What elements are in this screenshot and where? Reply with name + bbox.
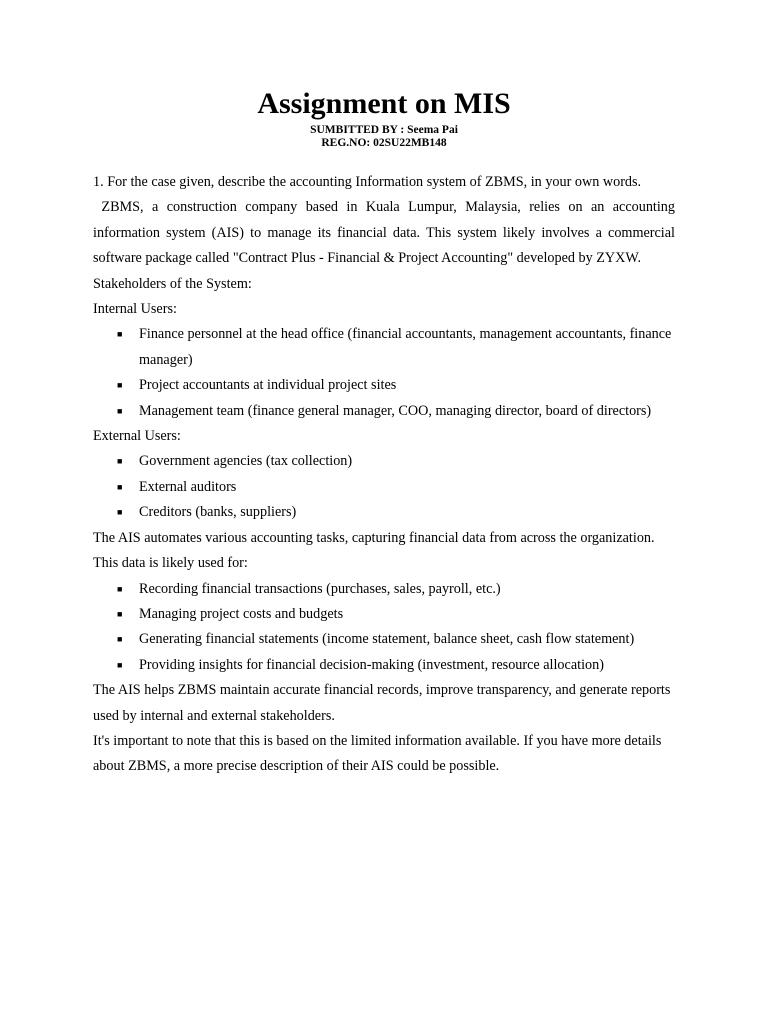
internal-users-heading: Internal Users: [93, 301, 177, 318]
bullet-icon: ■ [117, 659, 123, 670]
bullet-icon: ■ [117, 634, 123, 645]
bullet-icon: ■ [117, 329, 123, 340]
list-item: ■ Project accountants at individual project sites [93, 373, 675, 398]
bullet-icon: ■ [117, 481, 123, 492]
bullet-icon: ■ [117, 507, 123, 518]
question-paragraph: 1. For the case given, describe the accounting Information system of ZBMS, in your own words. [93, 174, 642, 190]
note-paragraph: It's important to note that this is based on the limited information available. If you have more details about ZBMS, a more precise description of their AIS could be possible. [93, 732, 662, 775]
list-item: ■ External auditors [93, 475, 675, 500]
document-header [0, 84, 768, 150]
bullet-icon: ■ [117, 456, 123, 467]
list-item: ■ Creditors (banks, suppliers) [93, 500, 675, 525]
list-item: ■ Providing insights for financial decision-making (investment, resource allocation) [93, 653, 675, 678]
external-users-list [93, 449, 675, 525]
list-item: ■ Finance personnel at the head office (financial accountants, management accountants, finance manager) [93, 322, 675, 373]
ais-intro-paragraph: The AIS automates various accounting tasks, capturing financial data from across the organization. This data is likely used for: [93, 529, 655, 572]
stakeholders-heading: Stakeholders of the System: [93, 275, 252, 292]
page-title: Assignment on MIS [257, 87, 511, 120]
intro-paragraph: ZBMS, a construction company based in Kuala Lumpur, Malaysia, relies on an accounting information system (AIS) to manage its financial data. This system likely involves a commercial software package called "Contract Plus - Financial & Project Accounting" developed by ZYXW. [93, 199, 679, 267]
list-item: ■ Management team (finance general manager, COO, managing director, board of directors) [93, 399, 675, 424]
list-item: ■ Managing project costs and budgets [93, 602, 675, 627]
registration-number: REG.NO: 02SU22MB148 [321, 137, 447, 149]
summary-paragraph: The AIS helps ZBMS maintain accurate financial records, improve transparency, and generate reports used by internal and external stakeholders. [93, 682, 671, 724]
ais-uses-list [93, 577, 675, 679]
bullet-icon: ■ [117, 380, 123, 391]
submitted-by: SUMBITTED BY : Seema Pai [310, 124, 458, 136]
bullet-icon: ■ [117, 405, 123, 416]
bullet-icon: ■ [117, 583, 123, 594]
bullet-icon: ■ [117, 608, 123, 619]
list-item: ■ Government agencies (tax collection) [93, 449, 675, 474]
list-item: ■ Generating financial statements (income statement, balance sheet, cash flow statement) [93, 627, 675, 652]
internal-users-list [93, 322, 675, 424]
external-users-heading: External Users: [93, 428, 181, 445]
document-body [93, 170, 679, 780]
list-item: ■ Recording financial transactions (purchases, sales, payroll, etc.) [93, 577, 675, 602]
